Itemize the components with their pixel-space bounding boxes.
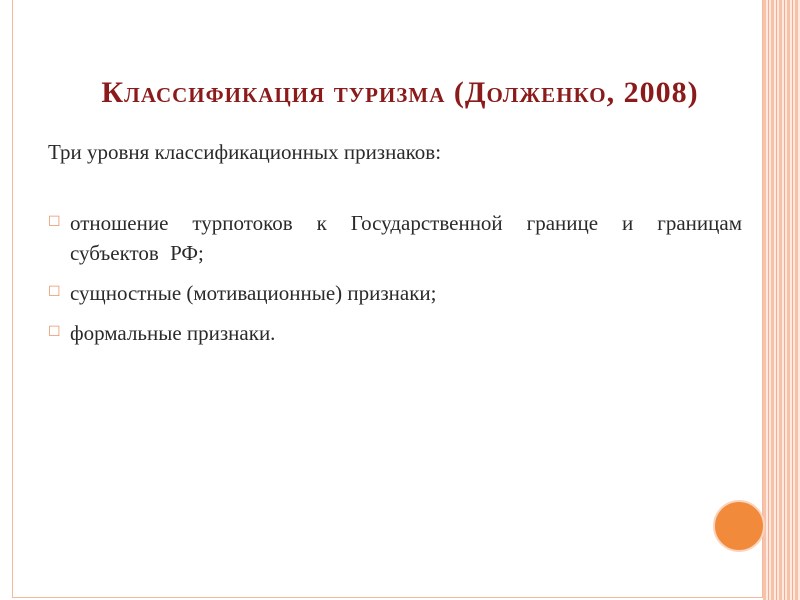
bullet-text: формальные признаки. — [70, 321, 276, 345]
slide-title: Классификация туризма (Долженко, 2008) — [101, 76, 699, 109]
decorative-circle — [713, 500, 765, 552]
bullet-text: отношение турпотоков к Государственной границе и границам субъектов РФ; — [70, 211, 742, 265]
hollow-square-bullet-icon: ☐ — [48, 285, 61, 300]
intro-text: Три уровня классификационных признаков: — [48, 140, 442, 164]
list-item — [48, 278, 742, 308]
hollow-square-bullet-icon: ☐ — [48, 325, 61, 340]
list-item — [48, 208, 742, 268]
hollow-square-bullet-icon: ☐ — [48, 215, 61, 230]
list-item — [48, 318, 742, 348]
bullet-text: сущностные (мотивационные) признаки; — [70, 281, 437, 305]
bullet-list — [48, 208, 742, 358]
